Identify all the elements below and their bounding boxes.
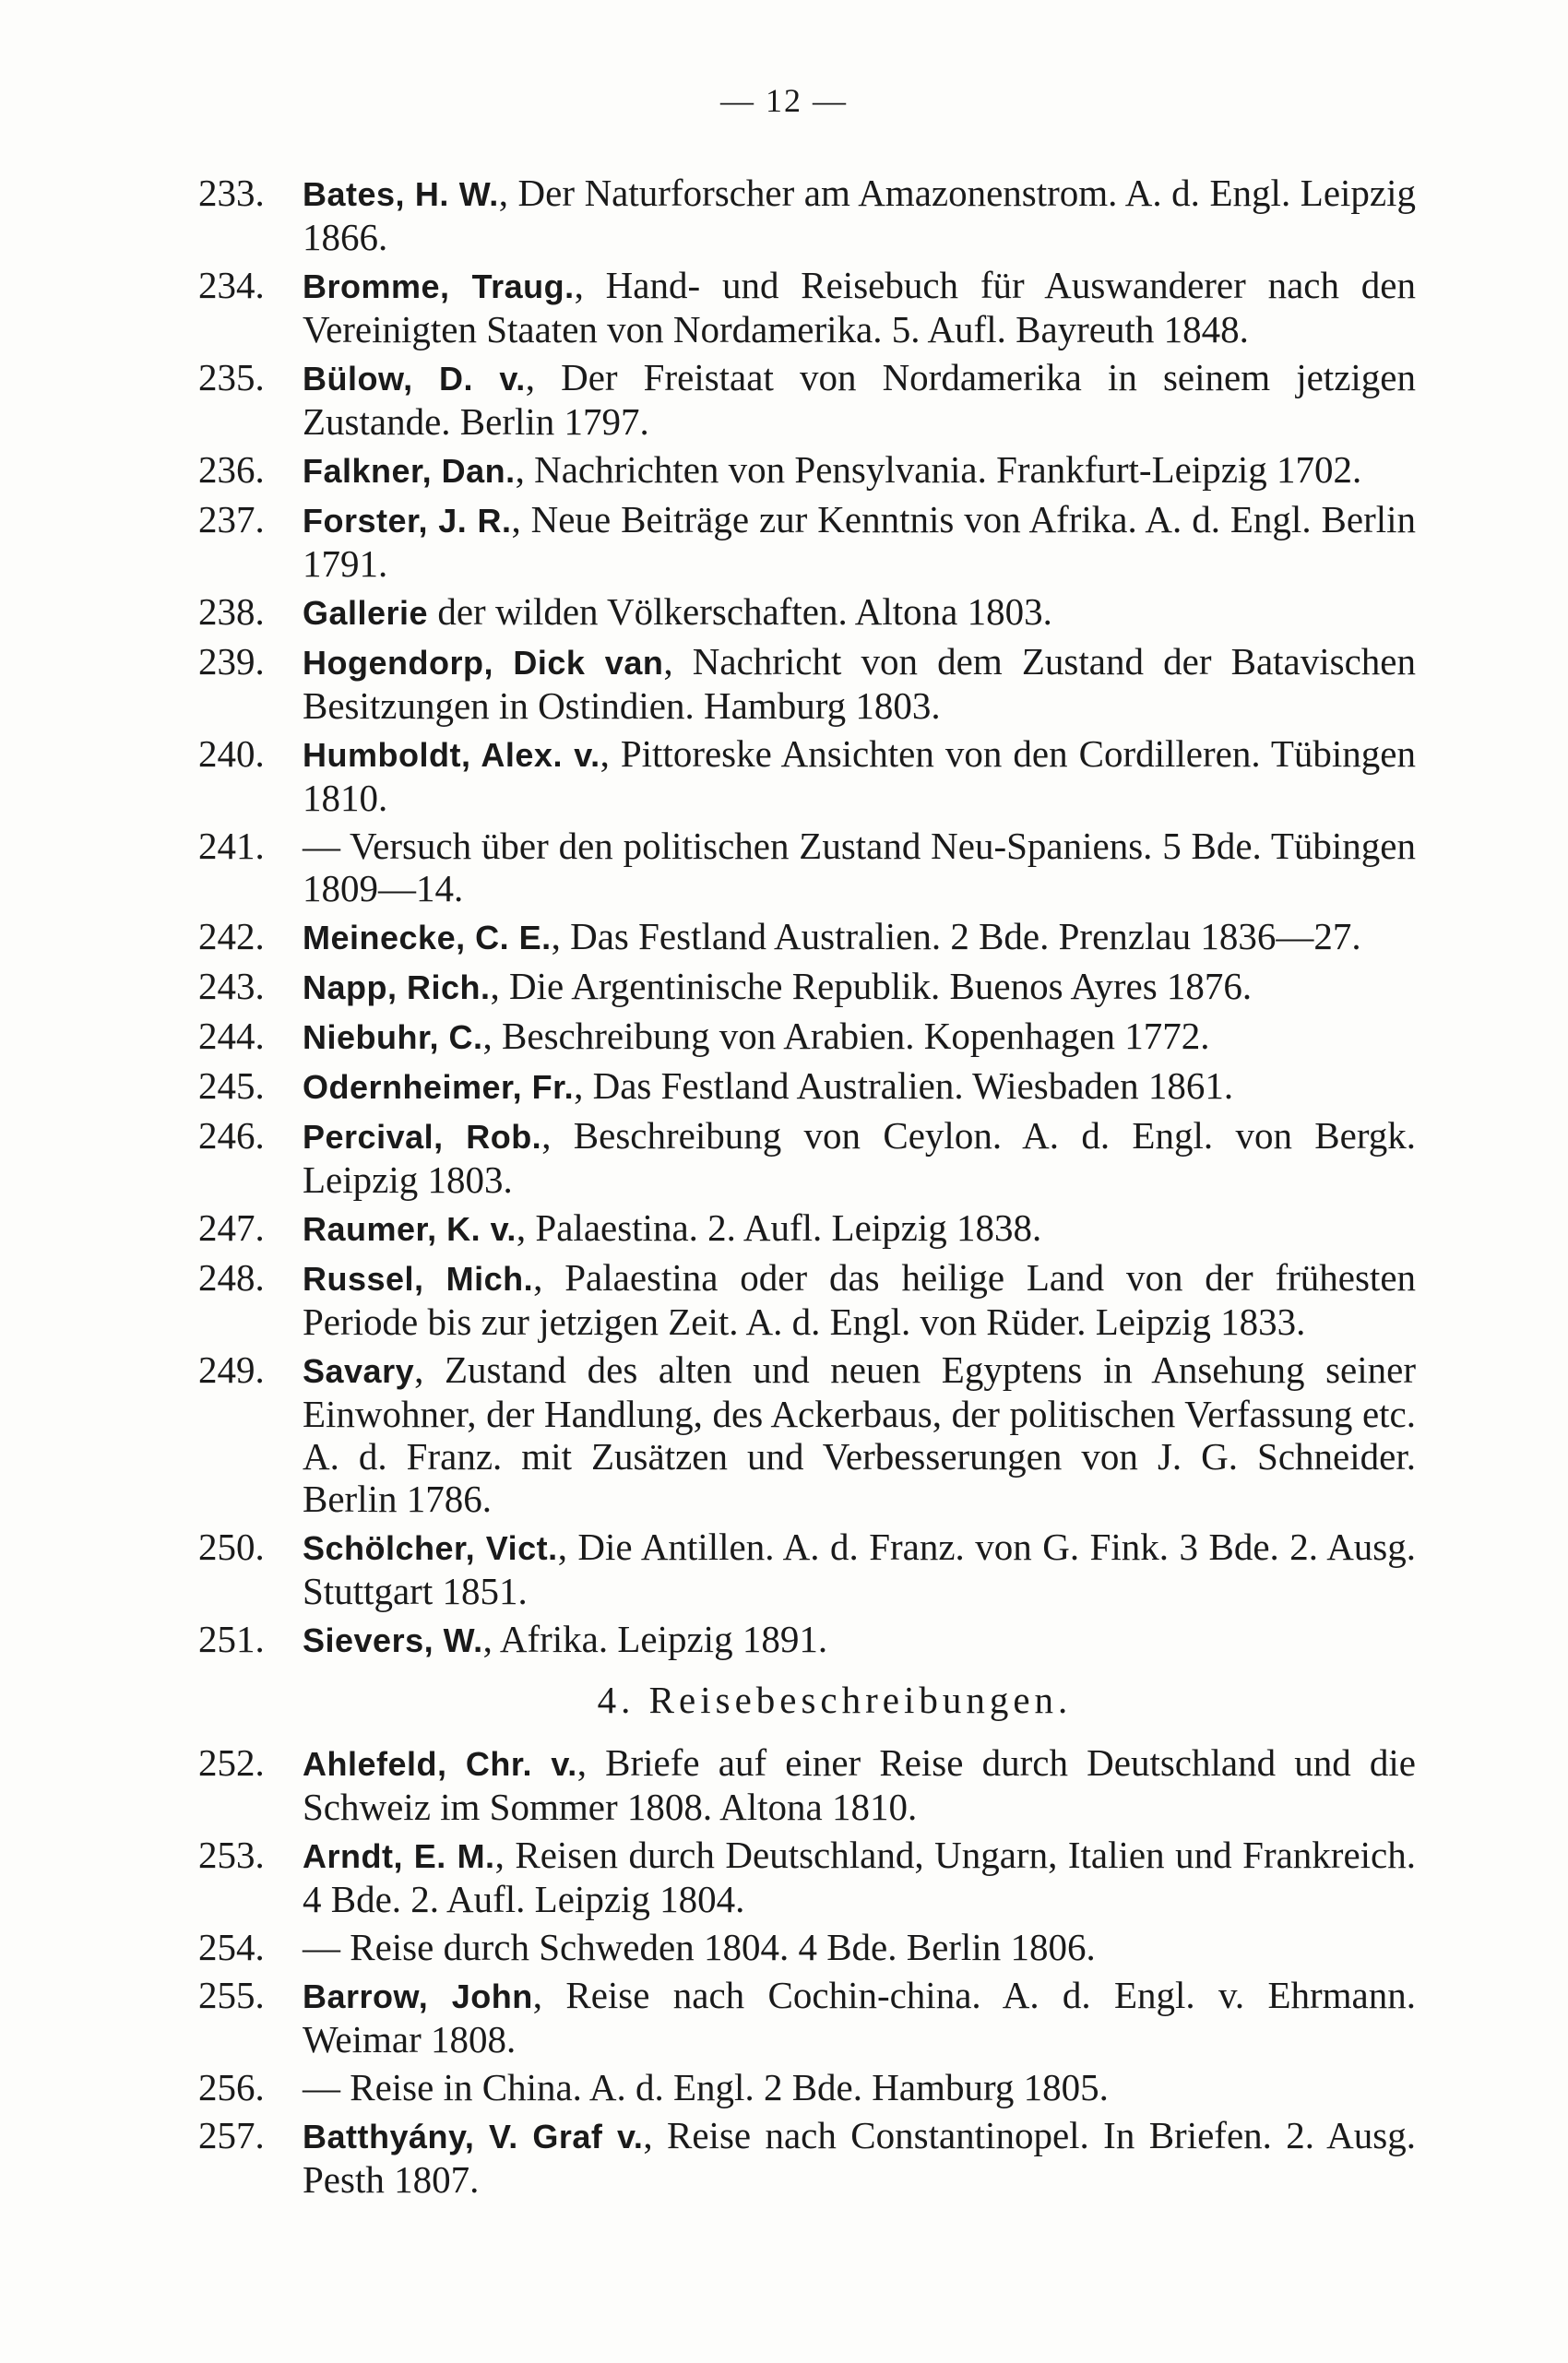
entry-number: 252. [198,1741,265,1784]
entry-author: Arndt, E. M. [303,1837,495,1875]
entry-number: 236. [198,448,265,491]
entry-author: Niebuhr, C. [303,1018,483,1056]
entry-text: , Die Argentinische Republik. Buenos Ayres 1876. [490,965,1253,1007]
entry-text: , Reise nach Cochin-china. A. d. Engl. v. Ehrmann. Weimar 1808. [303,1974,1416,2060]
entry-number: 249. [198,1348,265,1391]
bibliography-entry [198,1348,1416,1520]
bibliography-entry [198,1206,1416,1251]
entry-text: — Versuch über den politischen Zustand Neu-Spaniens. 5 Bde. Tübingen 1809—14. [303,825,1416,909]
bibliography-entry [198,2066,1416,2108]
bibliography-entry [198,1741,1416,1828]
entry-author: Savary [303,1352,415,1390]
entry-text: , Die Antillen. A. d. Franz. von G. Fink. 3 Bde. 2. Ausg. Stuttgart 1851. [303,1526,1417,1612]
entry-number: 246. [198,1114,265,1157]
bibliography-section-travel [198,1741,1416,2201]
bibliography-entry [198,1064,1416,1109]
bibliography-entry [198,1526,1416,1612]
entry-number: 251. [198,1618,265,1660]
entry-author: Hogendorp, Dick van [303,644,664,682]
entry-author: Schölcher, Vict. [303,1529,558,1567]
entry-author: Percival, Rob. [303,1118,542,1156]
entry-text: , Briefe auf einer Reise durch Deutschland und die Schweiz im Sommer 1808. Altona 1810. [303,1741,1416,1828]
entry-number: 244. [198,1015,265,1057]
entry-text: , Beschreibung von Arabien. Kopenhagen 1772. [482,1015,1210,1057]
entry-author: Russel, Mich. [303,1260,534,1298]
section-heading: 4. Reisebeschreibungen. [597,1679,1073,1721]
entry-number: 233. [198,172,265,214]
entry-author: Falkner, Dan. [303,452,516,490]
entry-number: 239. [198,640,265,683]
entry-number: 235. [198,356,265,398]
entry-author: Odernheimer, Fr. [303,1068,575,1106]
bibliography-entry [198,1618,1416,1662]
bibliography-entry [198,1114,1416,1201]
entry-text: , Reise nach Constantinopel. In Briefen. 2. Ausg. Pesth 1807. [303,2114,1416,2201]
bibliography-list [198,172,1416,2206]
entry-text: — Reise durch Schweden 1804. 4 Bde. Berlin 1806. [303,1926,1096,1968]
entry-number: 253. [198,1834,265,1876]
entry-number: 255. [198,1974,265,2016]
entry-number: 256. [198,2066,265,2108]
entry-number: 250. [198,1526,265,1568]
entry-text: , Neue Beiträge zur Kenntnis von Afrika. A. d. Engl. Berlin 1791. [303,498,1417,585]
entry-author: Bülow, D. v. [303,360,526,398]
entry-text: , Beschreibung von Ceylon. A. d. Engl. von Bergk. Leipzig 1803. [303,1114,1416,1201]
entry-text: , Nachrichten von Pensylvania. Frankfurt-Leipzig 1702. [515,448,1362,491]
entry-author: Forster, J. R. [303,502,512,540]
entry-number: 248. [198,1256,265,1299]
entry-text: , Der Freistaat von Nordamerika in seinem jetzigen Zustande. Berlin 1797. [303,356,1416,443]
entry-text: , Palaestina. 2. Aufl. Leipzig 1838. [516,1206,1042,1249]
entry-text: der wilden Völkerschaften. Altona 1803. [428,590,1052,633]
bibliography-entry [198,1015,1416,1059]
bibliography-entry [198,1256,1416,1343]
entry-text: , Palaestina oder das heilige Land von der frühesten Periode bis zur jetzigen Zeit. A. d. Engl. von Rüder. Leipzig 1833. [303,1256,1417,1343]
entry-text: , Zustand des alten und neuen Egyptens in Ansehung seiner Einwohner, der Handlung, des Ackerbaus, der politischen Verfassung etc. A. d. Franz. mit Zusätzen und Verbesserungen von J. G. Schneider. Berlin 1786. [303,1348,1416,1520]
bibliography-entry [198,915,1416,959]
entry-number: 247. [198,1206,265,1249]
entry-number: 257. [198,2114,265,2156]
entry-author: Ahlefeld, Chr. v. [303,1745,577,1783]
entry-number: 243. [198,965,265,1007]
bibliography-entry [198,1974,1416,2060]
entry-text: — Reise in China. A. d. Engl. 2 Bde. Hamburg 1805. [303,2066,1109,2108]
bibliography-entry [198,172,1416,258]
entry-text: , Der Naturforscher am Amazonenstrom. A. d. Engl. Leipzig 1866. [303,172,1416,258]
bibliography-entry [198,1834,1416,1920]
bibliography-entry [198,448,1416,493]
entry-number: 242. [198,915,265,957]
entry-author: Napp, Rich. [303,968,491,1006]
bibliography-entry [198,1926,1416,1968]
entry-text: , Afrika. Leipzig 1891. [482,1618,828,1660]
entry-author: Sievers, W. [303,1621,483,1659]
entry-number: 245. [198,1064,265,1107]
entry-number: 238. [198,590,265,633]
entry-author: Raumer, K. v. [303,1210,517,1248]
entry-text: , Das Festland Australien. Wiesbaden 1861. [574,1064,1234,1107]
bibliography-entry [198,264,1416,350]
entry-author: Gallerie [303,594,429,632]
entry-number: 241. [198,825,265,867]
page-number: — 12 — [720,82,848,119]
entry-number: 254. [198,1926,265,1968]
entry-author: Bromme, Traug. [303,267,575,305]
bibliography-entry [198,498,1416,585]
entry-number: 240. [198,732,265,775]
bibliography-entry [198,640,1416,727]
entry-author: Barrow, John [303,1977,533,2015]
bibliography-entry [198,356,1416,443]
bibliography-entry [198,732,1416,819]
entry-author: Meinecke, C. E. [303,919,552,956]
entry-author: Bates, H. W. [303,175,499,213]
entry-author: Humboldt, Alex. v. [303,736,600,774]
entry-number: 237. [198,498,265,540]
entry-text: , Das Festland Australien. 2 Bde. Prenzlau 1836—27. [551,915,1361,957]
entry-number: 234. [198,264,265,306]
bibliography-entry [198,590,1416,635]
bibliography-entry [198,2114,1416,2201]
entry-text: , Nachricht von dem Zustand der Batavischen Besitzungen in Ostindien. Hamburg 1803. [303,640,1416,727]
entry-text: , Pittoreske Ansichten von den Cordilleren. Tübingen 1810. [303,732,1416,819]
bibliography-section-geography [198,172,1416,1662]
entry-text: , Reisen durch Deutschland, Ungarn, Italien und Frankreich. 4 Bde. 2. Aufl. Leipzig 1804. [303,1834,1417,1920]
entry-author: Batthyány, V. Graf v. [303,2118,644,2155]
bibliography-entry [198,965,1416,1009]
bibliography-entry [198,825,1416,909]
entry-text: , Hand- und Reisebuch für Auswanderer nach den Vereinigten Staaten von Nordamerika. 5. Aufl. Bayreuth 1848. [303,264,1416,350]
